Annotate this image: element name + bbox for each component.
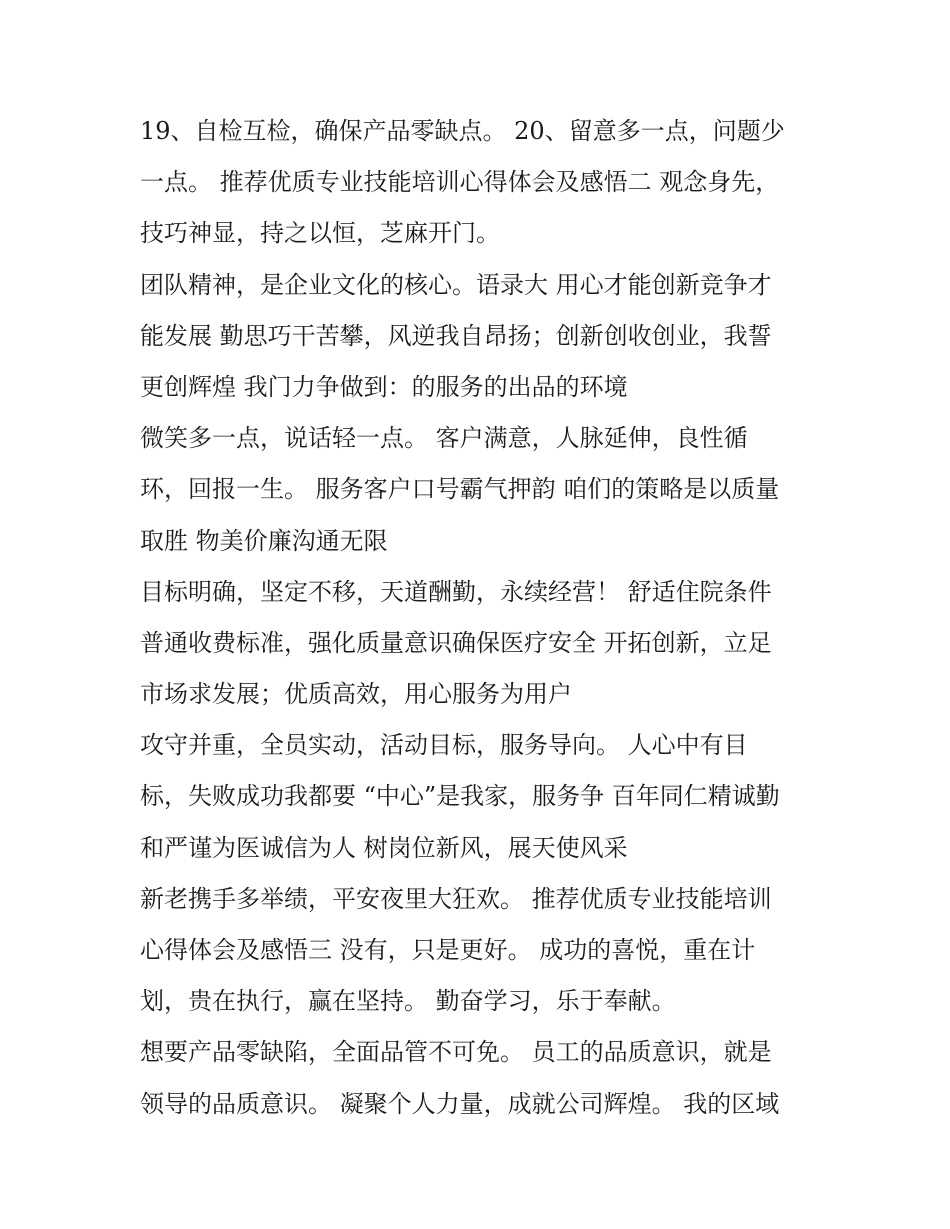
text-line: 市场求发展；优质高效，用心服务为用户 [140, 680, 572, 709]
text-line: 能发展 勤思巧干苦攀，风逆我自昂扬；创新创收创业，我誓 [140, 321, 772, 350]
text-line: 领导的品质意识。 凝聚个人力量，成就公司辉煌。 我的区域 [140, 1089, 780, 1118]
document-body [140, 106, 812, 1130]
text-line: 取胜 物美价廉沟通无限 [140, 526, 388, 555]
text-line: 心得体会及感悟三 没有，只是更好。 成功的喜悦，重在计 [140, 936, 756, 964]
text-line: 19、自检互检，确保产品零缺点。 20、留意多一点，问题少 [140, 117, 785, 145]
text-line: 普通收费标准，强化质量意识确保医疗安全 开拓创新，立足 [140, 628, 772, 657]
text-line: 环，回报一生。 服务客户口号霸气押韵 咱们的策略是以质量 [140, 475, 780, 504]
text-line: 一点。 推荐优质专业技能培训心得体会及感悟二 观念身先， [140, 168, 780, 197]
text-line: 和严谨为医诚信为人 树岗位新风，展天使风采 [140, 833, 628, 862]
text-line: 更创辉煌 我门力争做到：的服务的出品的环境 [140, 372, 628, 401]
text-line: 目标明确，坚定不移，天道酬勤，永续经营！ 舒适住院条件 [140, 577, 772, 606]
text-line: 想要产品零缺陷，全面品管不可免。 员工的品质意识，就是 [140, 1038, 772, 1067]
text-line: 划，贵在执行，赢在坚持。 勤奋学习，乐于奉献。 [140, 987, 676, 1016]
text-line: 新老携手多举绩，平安夜里大狂欢。 推荐优质专业技能培训 [140, 884, 772, 913]
text-line: 标，失败成功我都要 “中心”是我家，服务争 百年同仁精诚勤 [140, 782, 780, 811]
text-line: 技巧神显，持之以恒，芝麻开门。 [140, 219, 500, 248]
text-line: 微笑多一点，说话轻一点。 客户满意，人脉延伸，良性循 [140, 424, 748, 453]
text-line: 攻守并重，全员实动，活动目标，服务导向。 人心中有目 [140, 731, 748, 760]
text-line: 团队精神，是企业文化的核心。语录大 用心才能创新竞争才 [140, 270, 772, 299]
